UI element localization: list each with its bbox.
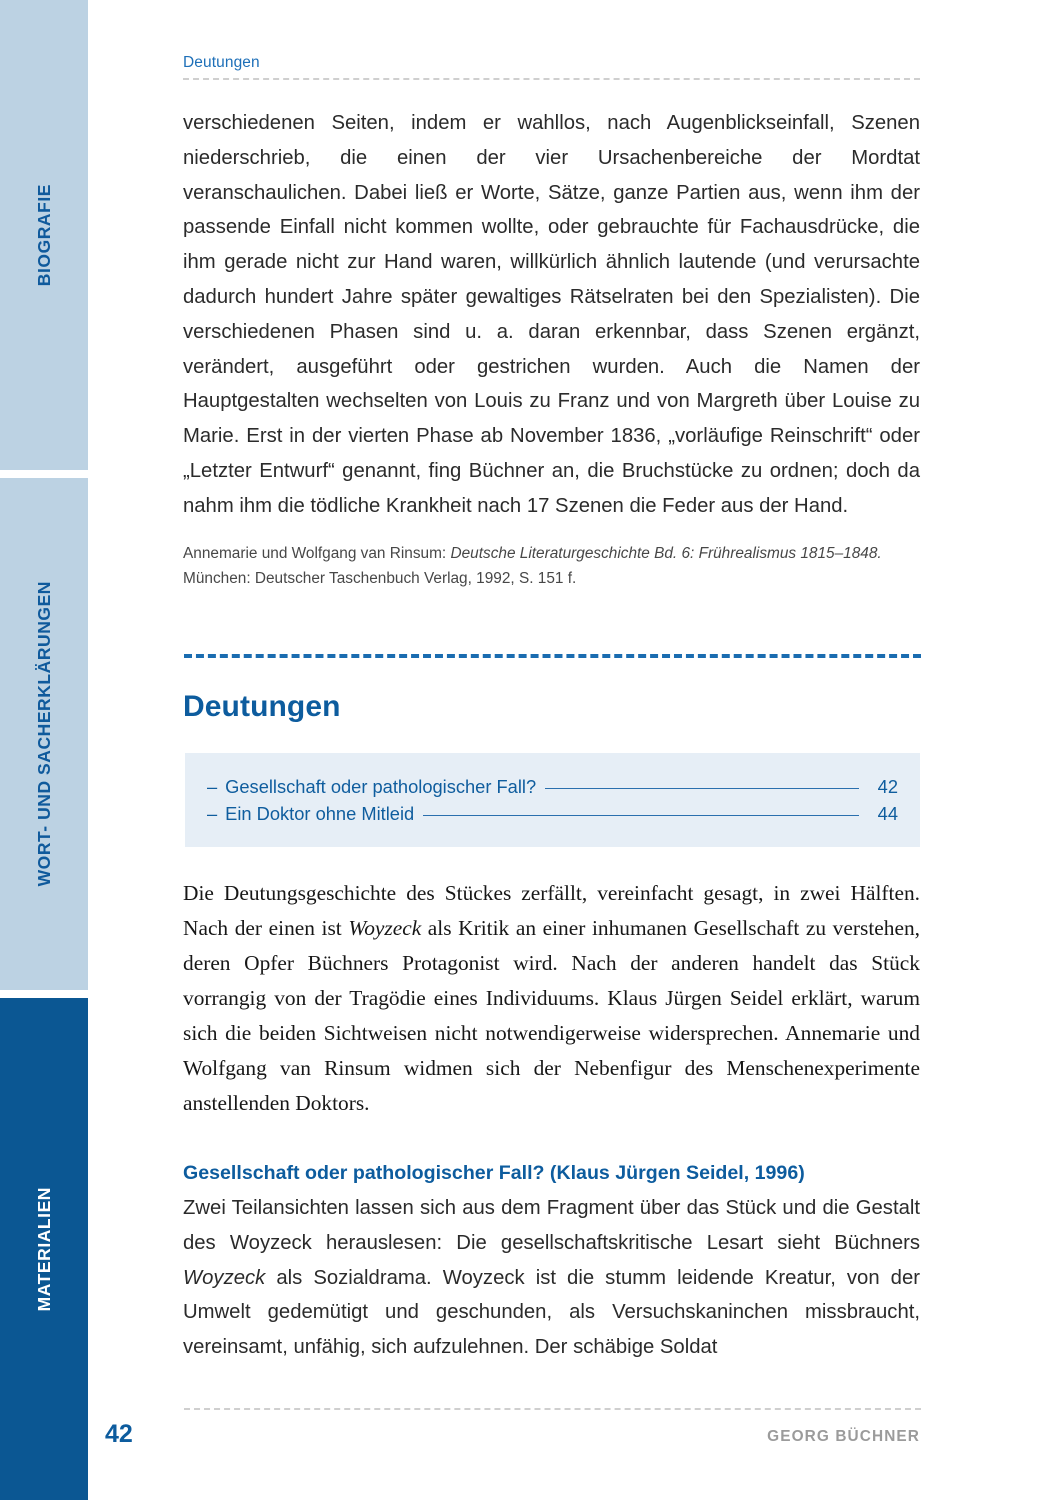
body-paragraph: verschiedenen Seiten, indem er wahllos, nach Augenblickseinfall, Szenen niederschrieb, die einen der vier Ursachenbereiche der Mordtat veranschaulichen. Dabei ließ er Worte, Sätze, ganze Partien aus, wenn ihm der passende Einfall nicht kommen wollte, oder gebrauchte für Fachausdrücke, die ihm gerade nicht zur Hand waren, willkürlich ähnlich lautende (und verursachte dadurch hundert Jahre später gewaltiges Rätselraten bei den Spezialisten). Die verschiedenen Phasen sind u. a. daran erkennbar, dass Szenen ergänzt, verändert, ausgeführt oder gestrichen wurden. Auch die Namen der Hauptgestalten wechselten von Louis zu Franz und von Margreth über Louise zu Marie. Erst in der vierten Phase ab November 1836, „vorläufige Reinschrift“ oder „Letzter Entwurf“ genannt, fing Büchner an, die Bruchstücke zu ordnen; doch da nahm ihm die tödliche Krankheit nach 17 Szenen die Feder aus der Hand.	[183, 112, 920, 517]
sidebar-tab-materialien[interactable]	[0, 998, 88, 1500]
sidebar-tab-biografie[interactable]	[0, 0, 88, 470]
toc-entry-page: 42	[877, 776, 898, 797]
toc-entry[interactable]	[185, 800, 920, 827]
footer-divider	[184, 1408, 921, 1410]
intro-work-title: Woyzeck	[348, 916, 422, 940]
subsection-part-1: Zwei Teilansichten lassen sich aus dem Fragment über das Stück und die Gestalt des Woyzeck herauslesen: Die gesellschaftskritische Lesart sieht Büchners	[183, 1197, 920, 1254]
citation-prefix: Annemarie und Wolfgang van Rinsum:	[183, 545, 451, 562]
page-number: 42	[105, 1420, 133, 1448]
running-head	[183, 54, 920, 80]
intro-part-2: als Kritik an einer inhumanen Gesellschaft zu verstehen, deren Opfer Büchners Protagonist wird. Nach der anderen handelt das Stück vorrangig von der Tragödie eines Individuums. Klaus Jürgen Seidel erklärt, warum sich die beiden Sichtweisen nicht notwendigerweise widersprechen. Annemarie und Wolfgang van Rinsum widmen sich der Nebenfigur des Menschenexperimente anstellenden Doktors.	[183, 916, 920, 1115]
toc-entry-title: Ein Doktor ohne Mitleid	[225, 803, 415, 824]
source-citation	[183, 541, 920, 591]
intro-part-1: Die Deutungsgeschichte des Stückes zerfällt, vereinfacht gesagt, in zwei Hälften. Nach der einen ist	[183, 881, 920, 940]
toc-entry[interactable]	[185, 773, 920, 800]
subsection-block	[183, 1158, 920, 1365]
toc-entry-leader	[423, 815, 859, 816]
citation-suffix: München: Deutscher Taschenbuch Verlag, 1992, S. 151 f.	[183, 570, 577, 587]
sidebar-tab-rail	[0, 0, 88, 1500]
intro-paragraph	[183, 876, 920, 1121]
sidebar-tab-materialien-label: MATERIALIEN	[33, 1186, 54, 1312]
sidebar-tab-wort-und-sacherklaerungen[interactable]	[0, 478, 88, 990]
citation-title: Deutsche Literaturgeschichte Bd. 6: Frührealismus 1815–1848.	[450, 545, 882, 562]
body-text-block	[183, 106, 920, 524]
citation-text	[183, 541, 920, 591]
toc-entry-dash: –	[207, 803, 218, 824]
toc-entry-dash: –	[207, 776, 218, 797]
subsection-paragraph	[183, 1191, 920, 1365]
subsection-part-2: als Sozialdrama. Woyzeck ist die stumm leidende Kreatur, von der Umwelt gedemütigt und geschunden, als Versuchskaninchen missbraucht, vereinsamt, unfähig, sich aufzulehnen. Der schäbige Soldat	[183, 1266, 920, 1359]
sidebar-tab-wort-und-sacherklaerungen-label: WORT- UND SACHERKLÄRUNGEN	[33, 581, 54, 887]
section-heading: Deutungen	[183, 690, 341, 723]
subsection-work-title: Woyzeck	[183, 1266, 266, 1289]
running-head-text: Deutungen	[183, 54, 260, 71]
toc-entry-leader	[545, 788, 859, 789]
section-toc-box	[185, 753, 920, 847]
footer-book-title: GEORG BÜCHNER	[767, 1428, 920, 1445]
intro-text-block	[183, 876, 920, 1121]
toc-entry-title: Gesellschaft oder pathologischer Fall?	[225, 776, 537, 797]
toc-entry-page: 44	[877, 803, 898, 824]
subsection-heading: Gesellschaft oder pathologischer Fall? (Klaus Jürgen Seidel, 1996)	[183, 1162, 805, 1184]
sidebar-tab-biografie-label: BIOGRAFIE	[33, 183, 54, 287]
section-divider	[184, 654, 921, 658]
running-head-divider	[183, 78, 920, 80]
page-content	[183, 0, 920, 1500]
